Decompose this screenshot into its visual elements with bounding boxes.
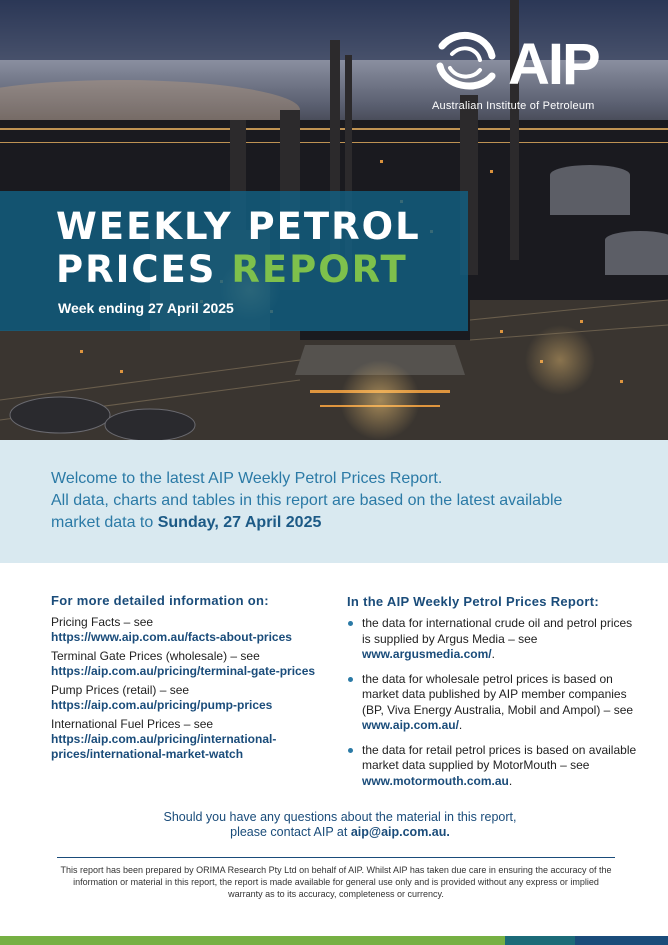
- sources-list: [347, 616, 637, 789]
- international-prices-link[interactable]: https://aip.com.au/pricing/international-prices/international-market-watch: [51, 732, 277, 761]
- footer-bar-blue: [575, 936, 668, 945]
- title-banner: [0, 191, 468, 331]
- logo-letters: AIP: [508, 32, 599, 97]
- source-end: .: [458, 718, 463, 732]
- welcome-line-2: All data, charts and tables in this report are based on the latest available: [51, 492, 563, 509]
- contact-line-2: please contact AIP at: [230, 825, 348, 839]
- logo-subtitle: Australian Institute of Petroleum: [432, 100, 595, 112]
- title-word-prices: PRICES: [56, 248, 217, 291]
- source-text: the data for retail petrol prices is based on available market data supplied by MotorMouth – see: [362, 742, 637, 772]
- contact-end: .: [446, 825, 450, 839]
- info-label: International Fuel Prices – see: [51, 717, 214, 731]
- source-text: the data for international crude oil and petrol prices is supplied by Argus Media – see: [362, 616, 633, 646]
- info-item-pump-prices: [51, 683, 331, 713]
- source-item-argus: [347, 616, 637, 663]
- title-line-1: WEEKLY PETROL: [56, 205, 421, 248]
- welcome-text: [51, 468, 651, 534]
- footer-color-bar: [0, 936, 668, 945]
- source-item-motormouth: [347, 743, 637, 790]
- source-end: .: [508, 773, 513, 788]
- title-line-2: [56, 248, 421, 291]
- info-item-terminal-gate: [51, 649, 331, 679]
- aip-logo: [432, 26, 632, 118]
- report-sources-heading: In the AIP Weekly Petrol Prices Report:: [347, 594, 600, 609]
- aip-swirl-logo-icon: [432, 26, 502, 96]
- source-end: .: [491, 647, 495, 661]
- footer-bar-teal: [505, 936, 575, 945]
- disclaimer-text: This report has been prepared by ORIMA Research Pty Ltd on behalf of AIP. Whilst AIP has taken due care in ensuring the accuracy of the information or material in this report, the report is made available for general use only and is provided without any express or implied warranty as to its accuracy, completeness or currency.: [60, 865, 612, 899]
- source-text: the data for wholesale petrol prices is based on market data published by AIP member companies (BP, Viva Energy Australia, Mobil and Ampol) – see: [362, 671, 634, 717]
- info-label: Terminal Gate Prices (wholesale) – see: [51, 649, 260, 663]
- title-word-report: REPORT: [231, 248, 408, 291]
- terminal-gate-prices-link[interactable]: https://aip.com.au/pricing/terminal-gate-prices: [51, 664, 316, 678]
- welcome-band: [0, 440, 668, 563]
- info-item-international: [51, 717, 331, 762]
- aip-link[interactable]: www.aip.com.au/: [362, 718, 459, 732]
- contact-email-link[interactable]: aip@aip.com.au: [350, 825, 447, 839]
- welcome-line-3: market data to: [51, 514, 154, 531]
- hero-image: [0, 0, 668, 440]
- pricing-facts-link[interactable]: https://www.aip.com.au/facts-about-prices: [51, 630, 292, 644]
- report-sources-section: [347, 594, 637, 798]
- welcome-line-1: Welcome to the latest AIP Weekly Petrol Prices Report.: [51, 470, 443, 487]
- argus-link[interactable]: www.argusmedia.com/: [362, 647, 492, 661]
- contact-note: [100, 810, 580, 840]
- info-label: Pump Prices (retail) – see: [51, 683, 190, 697]
- info-label: Pricing Facts – see: [51, 615, 154, 629]
- contact-line-1: Should you have any questions about the material in this report,: [163, 810, 517, 824]
- source-item-aip: [347, 672, 637, 734]
- footer-divider: [57, 857, 615, 858]
- footer-bar-green: [0, 936, 505, 945]
- welcome-date: Sunday, 27 April 2025: [157, 514, 322, 531]
- info-item-pricing-facts: [51, 615, 331, 645]
- pump-prices-link[interactable]: https://aip.com.au/pricing/pump-prices: [51, 698, 273, 712]
- more-info-heading: For more detailed information on:: [51, 593, 269, 608]
- more-info-section: [51, 593, 331, 766]
- report-title: [56, 205, 421, 291]
- motormouth-link[interactable]: www.motormouth.com.au: [362, 773, 509, 788]
- week-ending: Week ending 27 April 2025: [58, 300, 234, 316]
